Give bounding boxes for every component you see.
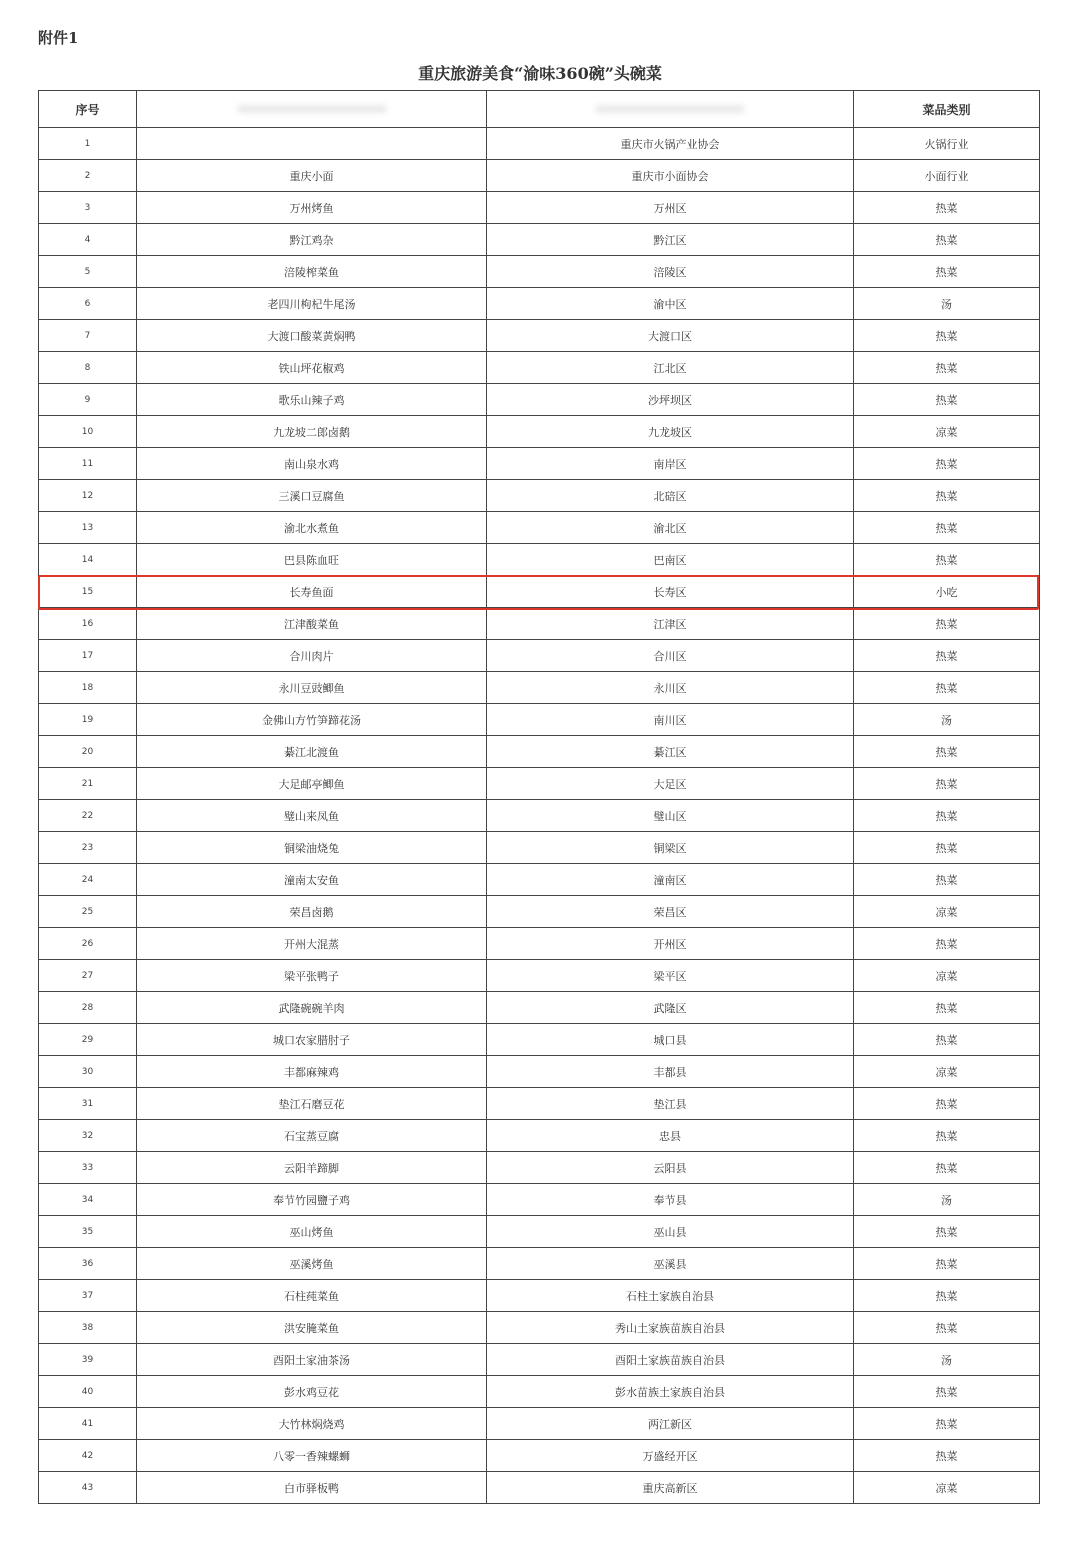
table-row — [39, 1120, 1040, 1152]
table-row — [39, 1376, 1040, 1408]
dish-name: 丰都麻辣鸡 — [137, 1056, 487, 1088]
table-row — [39, 768, 1040, 800]
dish-category: 热菜 — [854, 1376, 1040, 1408]
table-row — [39, 384, 1040, 416]
table-row — [39, 960, 1040, 992]
dish-name: 白市驿板鸭 — [137, 1472, 487, 1504]
table-row — [39, 1184, 1040, 1216]
table-row — [39, 1280, 1040, 1312]
region-name: 江北区 — [487, 352, 854, 384]
table-row — [39, 544, 1040, 576]
row-index: 28 — [39, 992, 137, 1024]
header-category: 菜品类别 — [854, 91, 1040, 128]
table-row — [39, 1440, 1040, 1472]
row-index: 1 — [39, 128, 137, 160]
dish-category: 热菜 — [854, 256, 1040, 288]
region-name: 开州区 — [487, 928, 854, 960]
table-row — [39, 896, 1040, 928]
region-name: 綦江区 — [487, 736, 854, 768]
table-row — [39, 1344, 1040, 1376]
table-row — [39, 992, 1040, 1024]
dish-name: 三溪口豆腐鱼 — [137, 480, 487, 512]
region-name: 江津区 — [487, 608, 854, 640]
dish-name: 黔江鸡杂 — [137, 224, 487, 256]
region-name: 秀山土家族苗族自治县 — [487, 1312, 854, 1344]
dish-category: 凉菜 — [854, 416, 1040, 448]
row-index: 23 — [39, 832, 137, 864]
row-index: 17 — [39, 640, 137, 672]
row-index: 8 — [39, 352, 137, 384]
region-name: 云阳县 — [487, 1152, 854, 1184]
dish-name: 巫溪烤鱼 — [137, 1248, 487, 1280]
document-title: 重庆旅游美食“渝味360碗”头碗菜 — [418, 64, 662, 83]
region-name: 合川区 — [487, 640, 854, 672]
row-index: 21 — [39, 768, 137, 800]
dish-category: 热菜 — [854, 1280, 1040, 1312]
region-name: 南岸区 — [487, 448, 854, 480]
dish-category: 小吃 — [854, 576, 1040, 608]
redacted-header — [595, 105, 745, 113]
row-index: 18 — [39, 672, 137, 704]
row-index: 12 — [39, 480, 137, 512]
row-index: 13 — [39, 512, 137, 544]
dish-name: 永川豆豉鲫鱼 — [137, 672, 487, 704]
region-name: 忠县 — [487, 1120, 854, 1152]
region-name: 城口县 — [487, 1024, 854, 1056]
dish-name: 重庆小面 — [137, 160, 487, 192]
dish-name: 巴县陈血旺 — [137, 544, 487, 576]
row-index: 10 — [39, 416, 137, 448]
table-row — [39, 576, 1040, 608]
region-name: 涪陵区 — [487, 256, 854, 288]
dish-category: 热菜 — [854, 736, 1040, 768]
table-row — [39, 1472, 1040, 1504]
region-name: 永川区 — [487, 672, 854, 704]
dish-category: 热菜 — [854, 1248, 1040, 1280]
table-row — [39, 160, 1040, 192]
table-row — [39, 640, 1040, 672]
dish-name: 璧山来凤鱼 — [137, 800, 487, 832]
dish-name: 奉节竹园鹽子鸡 — [137, 1184, 487, 1216]
redacted-header — [237, 105, 387, 113]
table-row — [39, 192, 1040, 224]
dish-name: 九龙坡二郎卤鹅 — [137, 416, 487, 448]
row-index: 36 — [39, 1248, 137, 1280]
dish-name: 渝北水煮鱼 — [137, 512, 487, 544]
dish-category: 热菜 — [854, 864, 1040, 896]
region-name: 武隆区 — [487, 992, 854, 1024]
header-region — [487, 91, 854, 128]
region-name: 巴南区 — [487, 544, 854, 576]
row-index: 9 — [39, 384, 137, 416]
row-index: 34 — [39, 1184, 137, 1216]
region-name: 垫江县 — [487, 1088, 854, 1120]
row-index: 41 — [39, 1408, 137, 1440]
region-name: 沙坪坝区 — [487, 384, 854, 416]
region-name: 渝中区 — [487, 288, 854, 320]
dish-category: 热菜 — [854, 224, 1040, 256]
table-header-row — [39, 91, 1040, 128]
row-index: 39 — [39, 1344, 137, 1376]
region-name: 重庆高新区 — [487, 1472, 854, 1504]
table-row — [39, 608, 1040, 640]
row-index: 2 — [39, 160, 137, 192]
dish-name: 荣昌卤鹅 — [137, 896, 487, 928]
row-index: 6 — [39, 288, 137, 320]
row-index: 15 — [39, 576, 137, 608]
table-row — [39, 480, 1040, 512]
region-name: 北碚区 — [487, 480, 854, 512]
row-index: 16 — [39, 608, 137, 640]
row-index: 7 — [39, 320, 137, 352]
dish-category: 热菜 — [854, 608, 1040, 640]
dish-category: 热菜 — [854, 640, 1040, 672]
region-name: 万州区 — [487, 192, 854, 224]
row-index: 33 — [39, 1152, 137, 1184]
region-name: 巫溪县 — [487, 1248, 854, 1280]
dish-category: 热菜 — [854, 1120, 1040, 1152]
dish-category: 热菜 — [854, 1088, 1040, 1120]
header-index: 序号 — [39, 91, 137, 128]
table-row — [39, 832, 1040, 864]
dish-category: 汤 — [854, 288, 1040, 320]
region-name: 奉节县 — [487, 1184, 854, 1216]
dish-name: 八零一香辣螺蛳 — [137, 1440, 487, 1472]
dish-category: 热菜 — [854, 1312, 1040, 1344]
row-index: 25 — [39, 896, 137, 928]
table-row — [39, 928, 1040, 960]
dish-category: 热菜 — [854, 320, 1040, 352]
dish-category: 热菜 — [854, 1408, 1040, 1440]
row-index: 42 — [39, 1440, 137, 1472]
region-name: 酉阳土家族苗族自治县 — [487, 1344, 854, 1376]
dish-category: 凉菜 — [854, 960, 1040, 992]
region-name: 巫山县 — [487, 1216, 854, 1248]
region-name: 黔江区 — [487, 224, 854, 256]
dish-name: 老四川枸杞牛尾汤 — [137, 288, 487, 320]
region-name: 大渡口区 — [487, 320, 854, 352]
dish-category: 凉菜 — [854, 1056, 1040, 1088]
row-index: 32 — [39, 1120, 137, 1152]
dish-name: 石柱莼菜鱼 — [137, 1280, 487, 1312]
dish-category: 热菜 — [854, 384, 1040, 416]
dish-name: 大渡口酸菜黄焖鸭 — [137, 320, 487, 352]
table-body — [39, 128, 1040, 1504]
dish-table — [38, 90, 1040, 1504]
table-row — [39, 736, 1040, 768]
dish-name: 铜梁油烧兔 — [137, 832, 487, 864]
row-index: 35 — [39, 1216, 137, 1248]
row-index: 14 — [39, 544, 137, 576]
dish-name: 金佛山方竹笋蹄花汤 — [137, 704, 487, 736]
row-index: 27 — [39, 960, 137, 992]
region-name: 潼南区 — [487, 864, 854, 896]
dish-category: 热菜 — [854, 512, 1040, 544]
region-name: 丰都县 — [487, 1056, 854, 1088]
table-row — [39, 512, 1040, 544]
row-index: 19 — [39, 704, 137, 736]
dish-category: 汤 — [854, 1184, 1040, 1216]
row-index: 20 — [39, 736, 137, 768]
table-row — [39, 1152, 1040, 1184]
table-row — [39, 800, 1040, 832]
table-row — [39, 128, 1040, 160]
table-row — [39, 1024, 1040, 1056]
dish-category: 热菜 — [854, 1216, 1040, 1248]
dish-name: 洪安腌菜鱼 — [137, 1312, 487, 1344]
dish-name: 石宝蒸豆腐 — [137, 1120, 487, 1152]
row-index: 31 — [39, 1088, 137, 1120]
dish-category: 热菜 — [854, 544, 1040, 576]
table-row — [39, 1248, 1040, 1280]
table-row — [39, 864, 1040, 896]
table-row — [39, 416, 1040, 448]
dish-name: 江津酸菜鱼 — [137, 608, 487, 640]
dish-name: 歌乐山辣子鸡 — [137, 384, 487, 416]
dish-name: 云阳羊蹄脚 — [137, 1152, 487, 1184]
dish-category: 火锅行业 — [854, 128, 1040, 160]
dish-category: 热菜 — [854, 672, 1040, 704]
row-index: 37 — [39, 1280, 137, 1312]
dish-category: 热菜 — [854, 448, 1040, 480]
dish-name: 铁山坪花椒鸡 — [137, 352, 487, 384]
row-index: 40 — [39, 1376, 137, 1408]
dish-name — [137, 128, 487, 160]
dish-category: 热菜 — [854, 768, 1040, 800]
table-row — [39, 320, 1040, 352]
dish-category: 小面行业 — [854, 160, 1040, 192]
table-row — [39, 704, 1040, 736]
dish-category: 热菜 — [854, 1152, 1040, 1184]
dish-name: 垫江石磨豆花 — [137, 1088, 487, 1120]
region-name: 重庆市小面协会 — [487, 160, 854, 192]
dish-name: 开州大混蒸 — [137, 928, 487, 960]
table-row — [39, 1216, 1040, 1248]
dish-name: 武隆碗碗羊肉 — [137, 992, 487, 1024]
header-dish-name — [137, 91, 487, 128]
row-index: 30 — [39, 1056, 137, 1088]
region-name: 万盛经开区 — [487, 1440, 854, 1472]
dish-category: 热菜 — [854, 1024, 1040, 1056]
row-index: 4 — [39, 224, 137, 256]
dish-name: 南山泉水鸡 — [137, 448, 487, 480]
dish-name: 涪陵榨菜鱼 — [137, 256, 487, 288]
dish-name: 长寿鱼面 — [137, 576, 487, 608]
table-row — [39, 288, 1040, 320]
region-name: 九龙坡区 — [487, 416, 854, 448]
region-name: 梁平区 — [487, 960, 854, 992]
dish-category: 热菜 — [854, 192, 1040, 224]
table-row — [39, 1056, 1040, 1088]
dish-category: 热菜 — [854, 992, 1040, 1024]
row-index: 22 — [39, 800, 137, 832]
dish-name: 彭水鸡豆花 — [137, 1376, 487, 1408]
region-name: 铜梁区 — [487, 832, 854, 864]
table-row — [39, 224, 1040, 256]
attachment-label: 附件1 — [38, 29, 79, 47]
dish-name: 梁平张鸭子 — [137, 960, 487, 992]
dish-name: 巫山烤鱼 — [137, 1216, 487, 1248]
dish-name: 大足邮亭鲫鱼 — [137, 768, 487, 800]
row-index: 29 — [39, 1024, 137, 1056]
table-row — [39, 448, 1040, 480]
dish-category: 热菜 — [854, 832, 1040, 864]
dish-name: 合川肉片 — [137, 640, 487, 672]
dish-name: 酉阳土家油茶汤 — [137, 1344, 487, 1376]
table-row — [39, 352, 1040, 384]
region-name: 璧山区 — [487, 800, 854, 832]
dish-name: 綦江北渡鱼 — [137, 736, 487, 768]
region-name: 大足区 — [487, 768, 854, 800]
dish-category: 热菜 — [854, 928, 1040, 960]
dish-category: 凉菜 — [854, 1472, 1040, 1504]
table-row — [39, 672, 1040, 704]
dish-category: 凉菜 — [854, 896, 1040, 928]
region-name: 荣昌区 — [487, 896, 854, 928]
row-index: 43 — [39, 1472, 137, 1504]
region-name: 彭水苗族土家族自治县 — [487, 1376, 854, 1408]
dish-category: 汤 — [854, 1344, 1040, 1376]
region-name: 重庆市火锅产业协会 — [487, 128, 854, 160]
dish-category: 汤 — [854, 704, 1040, 736]
row-index: 26 — [39, 928, 137, 960]
dish-name: 大竹林焖烧鸡 — [137, 1408, 487, 1440]
dish-category: 热菜 — [854, 1440, 1040, 1472]
dish-category: 热菜 — [854, 800, 1040, 832]
row-index: 11 — [39, 448, 137, 480]
row-index: 38 — [39, 1312, 137, 1344]
dish-name: 城口农家腊肘子 — [137, 1024, 487, 1056]
region-name: 长寿区 — [487, 576, 854, 608]
table-row — [39, 1408, 1040, 1440]
row-index: 5 — [39, 256, 137, 288]
dish-name: 潼南太安鱼 — [137, 864, 487, 896]
dish-category: 热菜 — [854, 480, 1040, 512]
table-row — [39, 1312, 1040, 1344]
region-name: 南川区 — [487, 704, 854, 736]
dish-name: 万州烤鱼 — [137, 192, 487, 224]
region-name: 两江新区 — [487, 1408, 854, 1440]
row-index: 24 — [39, 864, 137, 896]
dish-category: 热菜 — [854, 352, 1040, 384]
region-name: 石柱土家族自治县 — [487, 1280, 854, 1312]
row-index: 3 — [39, 192, 137, 224]
table-row — [39, 1088, 1040, 1120]
table-row — [39, 256, 1040, 288]
region-name: 渝北区 — [487, 512, 854, 544]
